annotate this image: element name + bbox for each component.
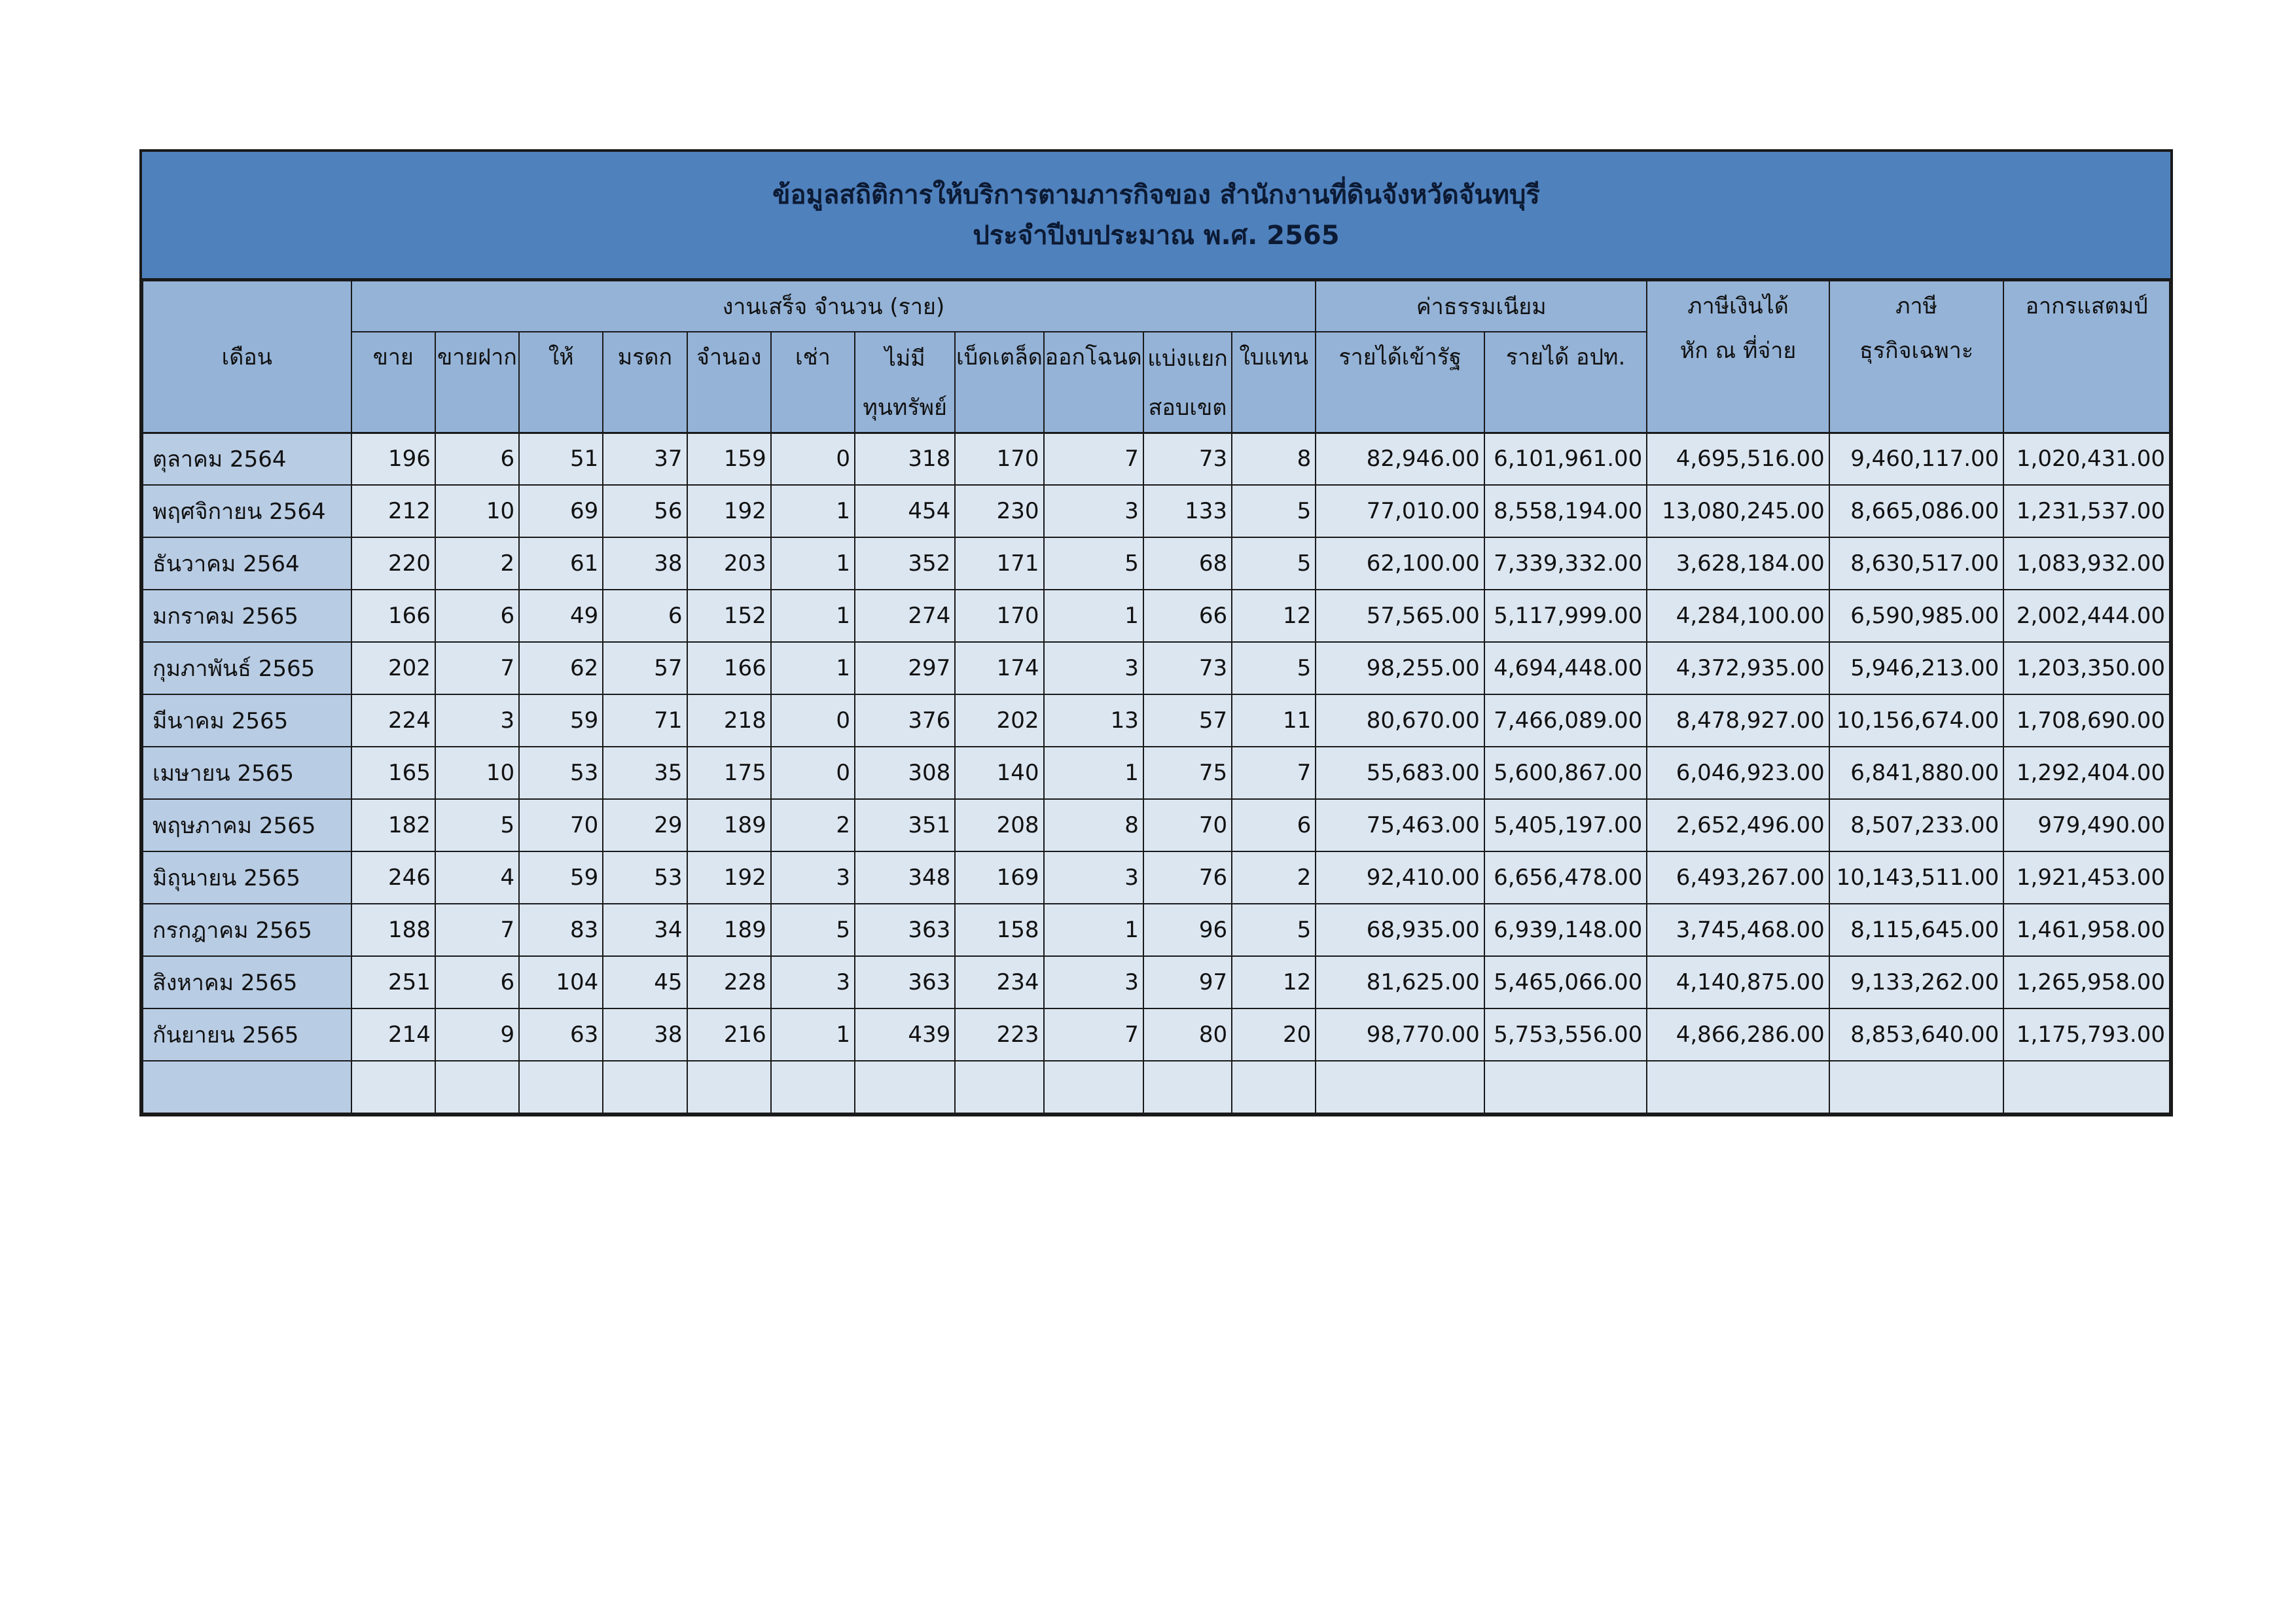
value-cell: 234 <box>955 956 1043 1008</box>
value-cell: 76 <box>1143 851 1232 904</box>
value-cell: 6,046,923.00 <box>1647 747 1829 799</box>
value-cell: 62,100.00 <box>1316 537 1484 590</box>
value-cell: 171 <box>955 537 1043 590</box>
value-cell: 6,493,267.00 <box>1647 851 1829 904</box>
value-cell: 165 <box>351 747 435 799</box>
value-cell: 12 <box>1232 590 1316 642</box>
month-cell: กรกฎาคม 2565 <box>143 904 351 956</box>
value-cell: 4,694,448.00 <box>1484 642 1647 694</box>
value-cell: 9,460,117.00 <box>1829 433 2004 485</box>
value-cell: 140 <box>955 747 1043 799</box>
header-business-tax-line2: ธุรกิจเฉพาะ <box>1859 338 1974 364</box>
value-cell: 80,670.00 <box>1316 694 1484 747</box>
value-cell: 59 <box>519 851 603 904</box>
value-cell: 4,140,875.00 <box>1647 956 1829 1008</box>
value-cell: 5,753,556.00 <box>1484 1008 1647 1061</box>
value-cell: 169 <box>955 851 1043 904</box>
value-cell: 170 <box>955 433 1043 485</box>
table-row <box>143 537 2170 590</box>
value-cell: 3 <box>1044 851 1143 904</box>
header-income-tax-line1: ภาษีเงินได้ <box>1687 293 1789 319</box>
value-cell: 34 <box>603 904 687 956</box>
table-row <box>143 642 2170 694</box>
value-cell: 61 <box>519 537 603 590</box>
value-cell: 5 <box>1232 642 1316 694</box>
statistics-table <box>142 280 2170 1114</box>
value-cell: 38 <box>603 1008 687 1061</box>
value-cell <box>1232 1061 1316 1113</box>
value-cell: 188 <box>351 904 435 956</box>
value-cell: 192 <box>687 485 771 537</box>
value-cell: 6,841,880.00 <box>1829 747 2004 799</box>
header-mortgage: จำนอง <box>687 332 771 433</box>
header-misc: เบ็ดเตล็ด <box>955 332 1043 433</box>
value-cell: 80 <box>1143 1008 1232 1061</box>
value-cell <box>687 1061 771 1113</box>
value-cell: 5 <box>435 799 519 851</box>
value-cell: 1,292,404.00 <box>2003 747 2170 799</box>
value-cell: 352 <box>855 537 955 590</box>
month-cell: ตุลาคม 2564 <box>143 433 351 485</box>
value-cell: 3 <box>771 851 855 904</box>
value-cell: 4,866,286.00 <box>1647 1008 1829 1061</box>
header-title-issue: ออกโฉนด <box>1044 332 1143 433</box>
value-cell: 3 <box>1044 642 1143 694</box>
value-cell: 318 <box>855 433 955 485</box>
statistics-sheet <box>139 149 2173 1116</box>
value-cell: 69 <box>519 485 603 537</box>
value-cell: 96 <box>1143 904 1232 956</box>
value-cell: 11 <box>1232 694 1316 747</box>
value-cell: 5,117,999.00 <box>1484 590 1647 642</box>
value-cell: 1 <box>1044 747 1143 799</box>
header-stamp-duty-label: อากรแสตมป์ <box>2025 293 2148 319</box>
value-cell: 246 <box>351 851 435 904</box>
value-cell <box>1143 1061 1232 1113</box>
value-cell: 38 <box>603 537 687 590</box>
header-lease: เช่า <box>771 332 855 433</box>
value-cell: 57 <box>603 642 687 694</box>
value-cell: 979,490.00 <box>2003 799 2170 851</box>
value-cell: 0 <box>771 747 855 799</box>
value-cell: 12 <box>1232 956 1316 1008</box>
table-row <box>143 956 2170 1008</box>
value-cell: 196 <box>351 433 435 485</box>
value-cell: 189 <box>687 799 771 851</box>
value-cell: 454 <box>855 485 955 537</box>
value-cell: 1 <box>771 642 855 694</box>
value-cell: 1,231,537.00 <box>2003 485 2170 537</box>
value-cell: 8 <box>1044 799 1143 851</box>
month-cell: มกราคม 2565 <box>143 590 351 642</box>
value-cell: 1 <box>1044 904 1143 956</box>
value-cell: 5 <box>1232 537 1316 590</box>
value-cell: 53 <box>519 747 603 799</box>
value-cell: 1 <box>771 1008 855 1061</box>
value-cell: 63 <box>519 1008 603 1061</box>
value-cell: 4 <box>435 851 519 904</box>
value-cell: 3 <box>1044 485 1143 537</box>
value-cell <box>2003 1061 2170 1113</box>
value-cell: 363 <box>855 904 955 956</box>
value-cell: 6 <box>435 590 519 642</box>
value-cell: 1 <box>771 485 855 537</box>
value-cell: 1,175,793.00 <box>2003 1008 2170 1061</box>
header-local-revenue: รายได้ อปท. <box>1484 332 1647 433</box>
value-cell: 3,745,468.00 <box>1647 904 1829 956</box>
value-cell: 214 <box>351 1008 435 1061</box>
value-cell: 9,133,262.00 <box>1829 956 2004 1008</box>
value-cell: 1 <box>1044 590 1143 642</box>
value-cell: 4,284,100.00 <box>1647 590 1829 642</box>
header-sale: ขาย <box>351 332 435 433</box>
value-cell <box>1316 1061 1484 1113</box>
value-cell: 56 <box>603 485 687 537</box>
value-cell: 192 <box>687 851 771 904</box>
value-cell <box>1829 1061 2004 1113</box>
value-cell: 57 <box>1143 694 1232 747</box>
value-cell: 7,339,332.00 <box>1484 537 1647 590</box>
value-cell: 5,946,213.00 <box>1829 642 2004 694</box>
value-cell: 439 <box>855 1008 955 1061</box>
value-cell: 170 <box>955 590 1043 642</box>
table-row <box>143 747 2170 799</box>
value-cell: 81,625.00 <box>1316 956 1484 1008</box>
value-cell: 1,203,350.00 <box>2003 642 2170 694</box>
table-row <box>143 851 2170 904</box>
value-cell: 73 <box>1143 642 1232 694</box>
value-cell: 6,939,148.00 <box>1484 904 1647 956</box>
value-cell: 159 <box>687 433 771 485</box>
value-cell: 297 <box>855 642 955 694</box>
value-cell <box>1044 1061 1143 1113</box>
value-cell: 1,020,431.00 <box>2003 433 2170 485</box>
header-sale-redeem: ขายฝาก <box>435 332 519 433</box>
value-cell: 1 <box>771 590 855 642</box>
value-cell: 133 <box>1143 485 1232 537</box>
month-cell <box>143 1061 351 1113</box>
value-cell: 97 <box>1143 956 1232 1008</box>
value-cell: 5,465,066.00 <box>1484 956 1647 1008</box>
value-cell: 5,600,867.00 <box>1484 747 1647 799</box>
value-cell: 3 <box>435 694 519 747</box>
table-row <box>143 904 2170 956</box>
value-cell: 5,405,197.00 <box>1484 799 1647 851</box>
value-cell: 376 <box>855 694 955 747</box>
header-state-revenue: รายได้เข้ารัฐ <box>1316 332 1484 433</box>
statistics-table-body <box>143 433 2170 1113</box>
value-cell: 2 <box>771 799 855 851</box>
value-cell: 13 <box>1044 694 1143 747</box>
value-cell: 104 <box>519 956 603 1008</box>
value-cell: 70 <box>519 799 603 851</box>
table-row <box>143 590 2170 642</box>
value-cell: 71 <box>603 694 687 747</box>
header-business-tax <box>1829 281 2004 433</box>
header-subdivide-line2: สอบเขต <box>1143 383 1232 433</box>
value-cell: 92,410.00 <box>1316 851 1484 904</box>
value-cell: 6 <box>603 590 687 642</box>
value-cell: 70 <box>1143 799 1232 851</box>
header-group-work: งานเสร็จ จำนวน (ราย) <box>351 281 1316 332</box>
value-cell: 75,463.00 <box>1316 799 1484 851</box>
table-row <box>143 694 2170 747</box>
month-cell: ธันวาคม 2564 <box>143 537 351 590</box>
table-row <box>143 433 2170 485</box>
header-inherit: มรดก <box>603 332 687 433</box>
value-cell: 8,115,645.00 <box>1829 904 2004 956</box>
value-cell: 4,695,516.00 <box>1647 433 1829 485</box>
title-line-1: ข้อมูลสถิติการให้บริการตามภารกิจของ สำนักงานที่ดินจังหวัดจันทบุรี <box>772 179 1540 210</box>
value-cell: 158 <box>955 904 1043 956</box>
value-cell: 308 <box>855 747 955 799</box>
header-subdivide-line1: แบ่งแยก <box>1143 332 1232 383</box>
value-cell: 1 <box>771 537 855 590</box>
value-cell: 228 <box>687 956 771 1008</box>
header-stamp-duty <box>2003 281 2170 433</box>
value-cell: 182 <box>351 799 435 851</box>
value-cell: 8,853,640.00 <box>1829 1008 2004 1061</box>
value-cell: 218 <box>687 694 771 747</box>
value-cell: 77,010.00 <box>1316 485 1484 537</box>
month-cell: กุมภาพันธ์ 2565 <box>143 642 351 694</box>
value-cell: 2,652,496.00 <box>1647 799 1829 851</box>
value-cell: 3 <box>771 956 855 1008</box>
value-cell: 3 <box>1044 956 1143 1008</box>
value-cell: 1,461,958.00 <box>2003 904 2170 956</box>
header-group-fee: ค่าธรรมเนียม <box>1316 281 1647 332</box>
value-cell: 68 <box>1143 537 1232 590</box>
value-cell: 7 <box>1232 747 1316 799</box>
value-cell: 62 <box>519 642 603 694</box>
value-cell: 175 <box>687 747 771 799</box>
value-cell: 208 <box>955 799 1043 851</box>
value-cell: 8 <box>1232 433 1316 485</box>
value-cell: 5 <box>1232 485 1316 537</box>
month-cell: มิถุนายน 2565 <box>143 851 351 904</box>
value-cell: 0 <box>771 433 855 485</box>
value-cell: 13,080,245.00 <box>1647 485 1829 537</box>
header-gift: ให้ <box>519 332 603 433</box>
value-cell: 230 <box>955 485 1043 537</box>
value-cell: 1,083,932.00 <box>2003 537 2170 590</box>
value-cell: 2,002,444.00 <box>2003 590 2170 642</box>
value-cell: 363 <box>855 956 955 1008</box>
value-cell: 37 <box>603 433 687 485</box>
value-cell <box>1647 1061 1829 1113</box>
header-no-capital-line2: ทุนทรัพย์ <box>855 383 955 433</box>
value-cell: 174 <box>955 642 1043 694</box>
value-cell: 5 <box>1232 904 1316 956</box>
value-cell: 82,946.00 <box>1316 433 1484 485</box>
value-cell: 66 <box>1143 590 1232 642</box>
value-cell: 348 <box>855 851 955 904</box>
header-income-tax-line2: หัก ณ ที่จ่าย <box>1679 338 1797 364</box>
value-cell <box>351 1061 435 1113</box>
title-line-2: ประจำปีงบประมาณ พ.ศ. 2565 <box>973 220 1340 251</box>
month-cell: มีนาคม 2565 <box>143 694 351 747</box>
value-cell: 0 <box>771 694 855 747</box>
month-cell: กันยายน 2565 <box>143 1008 351 1061</box>
value-cell: 2 <box>435 537 519 590</box>
value-cell: 6,590,985.00 <box>1829 590 2004 642</box>
value-cell <box>519 1061 603 1113</box>
month-cell: เมษายน 2565 <box>143 747 351 799</box>
table-row <box>143 799 2170 851</box>
value-cell: 274 <box>855 590 955 642</box>
value-cell: 212 <box>351 485 435 537</box>
value-cell: 251 <box>351 956 435 1008</box>
value-cell: 8,507,233.00 <box>1829 799 2004 851</box>
value-cell: 55,683.00 <box>1316 747 1484 799</box>
header-income-tax <box>1647 281 1829 433</box>
value-cell: 166 <box>351 590 435 642</box>
value-cell: 98,770.00 <box>1316 1008 1484 1061</box>
table-row-empty <box>143 1061 2170 1113</box>
value-cell <box>435 1061 519 1113</box>
value-cell: 6,656,478.00 <box>1484 851 1647 904</box>
value-cell: 98,255.00 <box>1316 642 1484 694</box>
value-cell <box>1484 1061 1647 1113</box>
value-cell: 351 <box>855 799 955 851</box>
value-cell: 35 <box>603 747 687 799</box>
value-cell: 6 <box>435 433 519 485</box>
value-cell: 7 <box>1044 1008 1143 1061</box>
value-cell: 1,921,453.00 <box>2003 851 2170 904</box>
value-cell: 152 <box>687 590 771 642</box>
month-cell: สิงหาคม 2565 <box>143 956 351 1008</box>
value-cell: 10 <box>435 485 519 537</box>
value-cell: 166 <box>687 642 771 694</box>
value-cell: 8,478,927.00 <box>1647 694 1829 747</box>
value-cell <box>855 1061 955 1113</box>
table-row <box>143 1008 2170 1061</box>
month-cell: พฤษภาคม 2565 <box>143 799 351 851</box>
header-month: เดือน <box>143 281 351 433</box>
value-cell: 4,372,935.00 <box>1647 642 1829 694</box>
value-cell: 49 <box>519 590 603 642</box>
value-cell: 7,466,089.00 <box>1484 694 1647 747</box>
value-cell: 7 <box>435 904 519 956</box>
value-cell: 7 <box>435 642 519 694</box>
value-cell: 20 <box>1232 1008 1316 1061</box>
value-cell: 6,101,961.00 <box>1484 433 1647 485</box>
value-cell: 189 <box>687 904 771 956</box>
value-cell: 57,565.00 <box>1316 590 1484 642</box>
value-cell: 51 <box>519 433 603 485</box>
value-cell: 45 <box>603 956 687 1008</box>
month-cell: พฤศจิกายน 2564 <box>143 485 351 537</box>
value-cell: 224 <box>351 694 435 747</box>
title-block <box>142 152 2170 280</box>
value-cell: 202 <box>351 642 435 694</box>
value-cell: 5 <box>1044 537 1143 590</box>
value-cell: 216 <box>687 1008 771 1061</box>
value-cell: 7 <box>1044 433 1143 485</box>
value-cell <box>771 1061 855 1113</box>
value-cell: 6 <box>435 956 519 1008</box>
value-cell: 203 <box>687 537 771 590</box>
value-cell: 220 <box>351 537 435 590</box>
value-cell: 8,558,194.00 <box>1484 485 1647 537</box>
header-business-tax-line1: ภาษี <box>1895 293 1938 319</box>
value-cell: 8,665,086.00 <box>1829 485 2004 537</box>
value-cell: 68,935.00 <box>1316 904 1484 956</box>
value-cell <box>955 1061 1043 1113</box>
value-cell: 53 <box>603 851 687 904</box>
value-cell: 59 <box>519 694 603 747</box>
value-cell: 2 <box>1232 851 1316 904</box>
value-cell: 1,265,958.00 <box>2003 956 2170 1008</box>
table-row <box>143 485 2170 537</box>
value-cell: 8,630,517.00 <box>1829 537 2004 590</box>
value-cell: 6 <box>1232 799 1316 851</box>
value-cell: 3,628,184.00 <box>1647 537 1829 590</box>
value-cell: 10 <box>435 747 519 799</box>
value-cell: 1,708,690.00 <box>2003 694 2170 747</box>
value-cell: 223 <box>955 1008 1043 1061</box>
value-cell: 5 <box>771 904 855 956</box>
value-cell: 10,143,511.00 <box>1829 851 2004 904</box>
value-cell: 9 <box>435 1008 519 1061</box>
value-cell: 10,156,674.00 <box>1829 694 2004 747</box>
value-cell: 73 <box>1143 433 1232 485</box>
value-cell: 83 <box>519 904 603 956</box>
header-replacement: ใบแทน <box>1232 332 1316 433</box>
value-cell: 202 <box>955 694 1043 747</box>
value-cell: 29 <box>603 799 687 851</box>
value-cell <box>603 1061 687 1113</box>
value-cell: 75 <box>1143 747 1232 799</box>
header-no-capital-line1: ไม่มี <box>855 332 955 383</box>
